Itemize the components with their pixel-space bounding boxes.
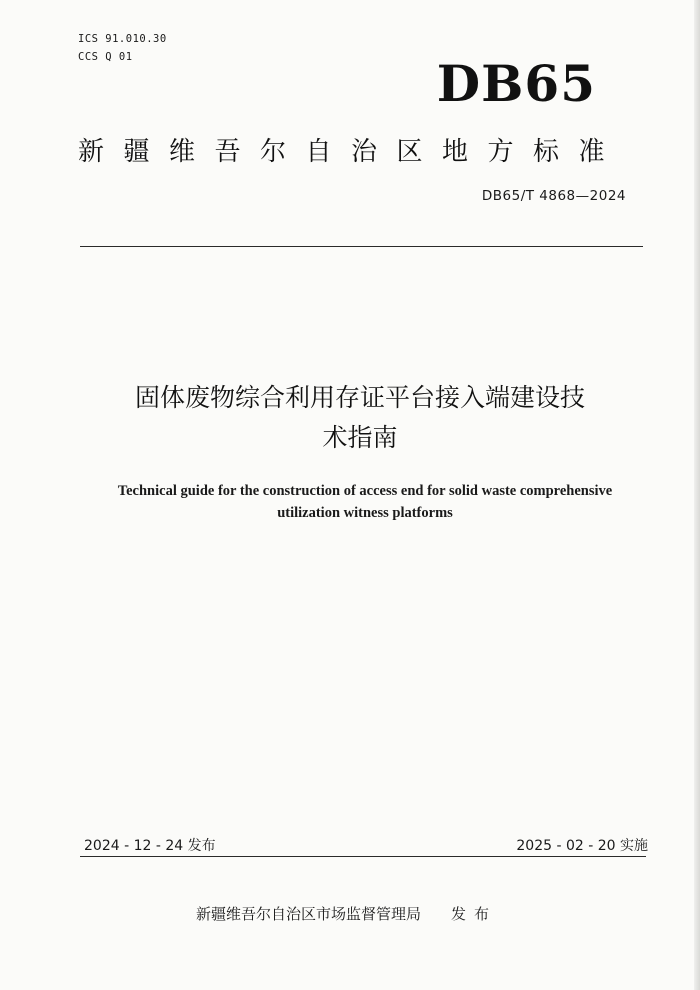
- english-title: [70, 480, 660, 524]
- chinese-title: [70, 378, 650, 458]
- english-title-line-1: Technical guide for the construction of access end for solid waste comprehensive: [117, 483, 613, 499]
- date-row: [84, 835, 648, 855]
- issuer-standard-title: 新疆维吾尔自治区地方标准: [78, 137, 625, 167]
- implementation-date: 2025 - 02 - 20 实施: [516, 838, 648, 854]
- chinese-title-line-1: 固体废物综合利用存证平台接入端建设技: [134, 383, 585, 412]
- standard-number: DB65/T 4868—2024: [481, 188, 626, 204]
- publisher-name: 新疆维吾尔自治区市场监督管理局: [196, 905, 422, 923]
- chinese-title-line-2: 术指南: [322, 423, 398, 452]
- top-divider: [80, 246, 643, 247]
- classification-codes: [78, 30, 167, 66]
- publish-label: 发布: [451, 905, 498, 923]
- ics-code: ICS 91.010.30: [78, 33, 167, 45]
- page-edge-shadow: [694, 0, 700, 990]
- issue-date: 2024 - 12 - 24 发布: [84, 838, 216, 854]
- ccs-code: CCS Q 01: [78, 51, 133, 63]
- bottom-divider: [80, 856, 646, 857]
- english-title-line-2: utilization witness platforms: [277, 505, 453, 521]
- publisher-line: [196, 903, 526, 924]
- db65-logo: DB65: [436, 54, 596, 113]
